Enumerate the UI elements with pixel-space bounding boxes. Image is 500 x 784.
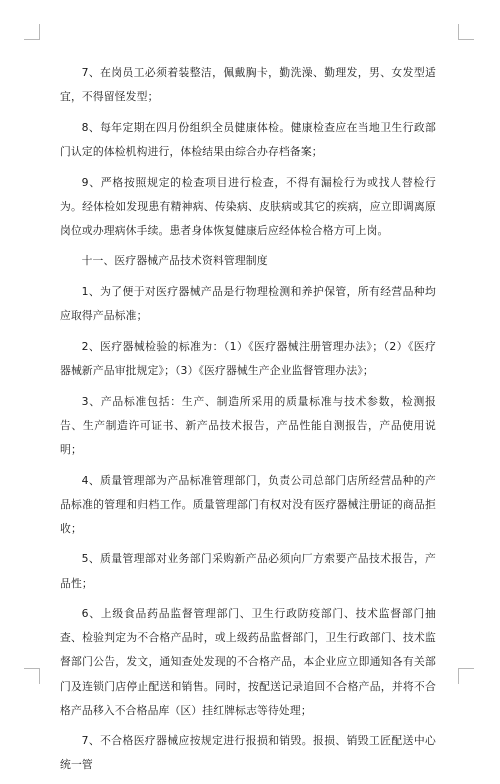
paragraph-item-1-standards: 1、为了便于对医疗器械产品是行物理检测和养护保管，所有经营品种均应取得产品标准； [60,285,436,323]
paragraph-item-3-contents: 3、产品标准包括：生产、制造所采用的质量标准与技术参数，检测报告、生产制造许可证书、新产品技术报告，产品性能自测报告，产品使用说明； [60,394,436,456]
crop-mark-top-right [458,24,474,40]
document-body [60,61,436,784]
crop-mark-bottom-right [458,668,474,684]
paragraph-item-7-disposal: 7、不合格医疗器械应按规定进行报损和销毁。报损、销毁工匠配送中心统一管 [60,734,436,772]
crop-mark-bottom-left [24,668,40,684]
paragraph-item-8-health-check: 8、每年定期在四月份组织全员健康体检。健康检查应在当地卫生行政部门认定的体检机构进行，体检结果由综合办存档备案； [60,120,436,158]
paragraph-item-2-regulations: 2、医疗器械检验的标准为：（1）《医疗器械注册管理办法》；（2）《医疗器械新产品审批规定》；（3）《医疗器械生产企业监督管理办法》； [60,339,436,377]
paragraph-item-7-appearance: 7、在岗员工必须着装整洁，佩戴胸卡，勤洗澡、勤理发，男、女发型适宜，不得留怪发型； [60,66,436,104]
paragraph-item-4-department: 4、质量管理部为产品标准管理部门，负责公司总部门店所经营品种的产品标准的管理和归档工作。质量管理部门有权对没有医疗器械注册证的商品拒收； [60,473,436,535]
crop-mark-top-left [24,24,40,40]
section-heading-11: 十一、医疗器械产品技术资料管理制度 [81,254,268,268]
paragraph-item-6-nonconforming: 6、上级食品药品监督管理部门、卫生行政防疫部门、技术监督部门抽查、检验判定为不合格产品时，或上级药品监督部门，卫生行政部门、技术监督部门公告，发文，通知查处发现的不合格产品，本企业应立即通知各有关部门及连锁门店停止配送和销售。同时，按配送记录追回不合格产品，并将不合格产品移入不合格品库（区）挂红牌标志等待处理； [60,607,436,717]
paragraph-item-9-inspection: 9、严格按照规定的检查项目进行检查，不得有漏检行为或找人替检行为。经体检如发现患有精神病、传染病、皮肤病或其它的疾病，应立即调离原岗位或办理病休手续。患者身体恢复健康后应经体检合格方可上岗。 [60,175,436,237]
paragraph-item-5-reports: 5、质量管理部对业务部门采购新产品必须向厂方索要产品技术报告，产品性； [60,552,436,590]
